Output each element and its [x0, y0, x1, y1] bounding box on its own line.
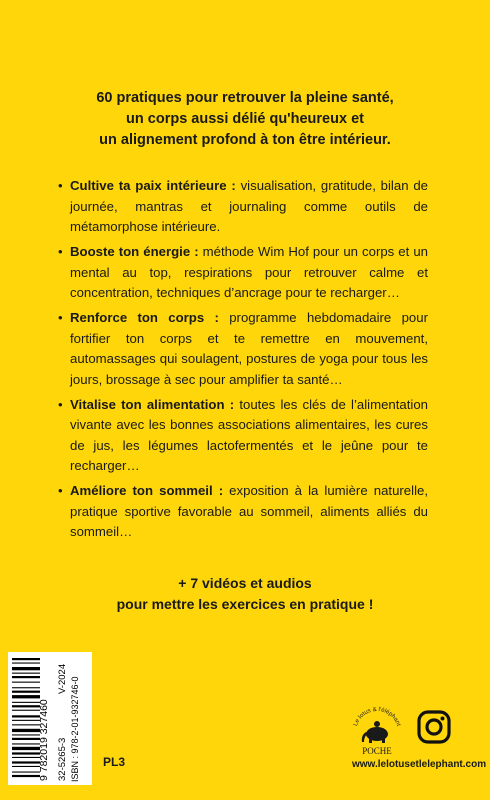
feature-list	[58, 176, 429, 547]
barcode-bar	[12, 702, 40, 703]
barcode-bar	[12, 658, 40, 660]
barcode-version: V-2024	[57, 663, 68, 694]
barcode-code: 32-5265-3	[57, 737, 68, 781]
instagram-icon[interactable]	[416, 709, 452, 745]
intro-line: un alignement profond à ton être intérieur.	[99, 132, 391, 148]
barcode-number: 9 782019 327460	[38, 699, 50, 781]
logo-arc-text: Le lotus & l'éléphant	[352, 706, 402, 727]
feature-text: méthode Wim Hof pour un corps et un mental au top, respirations pour retrouver calme et concentration, techniques d’ancrage pour te recharger…	[70, 244, 428, 300]
feature-text: exposition à la lumière naturelle, pratique sportive favorable au sommeil, aliments alliés du sommeil…	[70, 483, 428, 539]
barcode-bar	[12, 738, 40, 740]
barcode-bar	[12, 667, 40, 670]
barcode	[8, 652, 92, 785]
intro-line: 60 pratiques pour retrouver la pleine santé,	[96, 90, 394, 106]
feature-title: Améliore ton sommeil :	[70, 483, 224, 498]
barcode-bar	[12, 724, 40, 725]
bullet-icon: •	[58, 244, 63, 259]
logo-label: POCHE	[362, 746, 392, 756]
bullet-icon: •	[58, 483, 63, 498]
feature-text: toutes les clés de l’alimentation vivante avec les bonnes associations alimentaires, les cures de jus, les légumes lactofermentés et le jeûne pour te recharger…	[70, 396, 429, 473]
barcode-bar	[12, 752, 40, 754]
barcode-bar	[12, 710, 40, 711]
bonus-line: pour mettre les exercices en pratique !	[116, 596, 374, 612]
barcode-bar	[12, 676, 40, 678]
barcode-bar	[12, 734, 40, 735]
feature-title: Renforce ton corps :	[70, 310, 219, 325]
barcode-bar	[12, 747, 40, 750]
feature-item	[58, 242, 428, 304]
barcode-bar	[12, 720, 40, 721]
feature-item	[58, 481, 428, 543]
collection-code: PL3	[103, 755, 126, 769]
feature-item	[58, 395, 429, 477]
intro-line: un corps aussi délié qu'heureux et	[126, 111, 364, 127]
barcode-bar	[12, 775, 40, 777]
barcode-bar	[12, 772, 40, 773]
barcode-bar	[12, 687, 40, 688]
barcode-bar	[12, 761, 40, 763]
bonus-line: + 7 vidéos et audios	[178, 575, 312, 591]
bullet-icon: •	[58, 396, 63, 412]
feature-text: programme hebdomadaire pour fortifier ton corps et te remettre en mouvement, automassages qui soulagent, postures de yoga pour tous les jours, brossage à sec pour amplifier ta santé…	[70, 310, 428, 387]
publisher-logo	[347, 702, 407, 758]
feature-item	[58, 176, 428, 238]
barcode-bar	[12, 743, 40, 744]
feature-item	[58, 308, 428, 390]
feature-title: Vitalise ton alimentation :	[70, 396, 235, 412]
barcode-bars	[12, 658, 40, 777]
barcode-bar	[12, 729, 40, 732]
barcode-bar	[12, 715, 40, 717]
bonus-text	[60, 573, 430, 615]
barcode-bar	[12, 691, 40, 693]
feature-text: visualisation, gratitude, bilan de journée, mantras et journaling comme outils de métamorphose intérieure.	[70, 178, 428, 234]
feature-title: Cultive ta paix intérieure :	[70, 178, 236, 193]
website-link[interactable]: www.lelotusetlelephant.com	[352, 759, 487, 770]
barcode-bar	[12, 705, 40, 707]
bullet-icon: •	[58, 178, 63, 193]
intro-text	[60, 88, 430, 151]
isbn-text: ISBN : 978-2-01-932746-0	[70, 676, 80, 782]
barcode-bar	[12, 757, 40, 758]
barcode-bar	[12, 766, 40, 767]
barcode-bar	[12, 663, 40, 664]
barcode-bar	[12, 682, 40, 683]
elephant-icon	[362, 721, 388, 743]
feature-title: Booste ton énergie :	[70, 244, 199, 259]
barcode-bar	[12, 673, 40, 674]
barcode-bar	[12, 695, 40, 698]
bullet-icon: •	[58, 310, 63, 325]
